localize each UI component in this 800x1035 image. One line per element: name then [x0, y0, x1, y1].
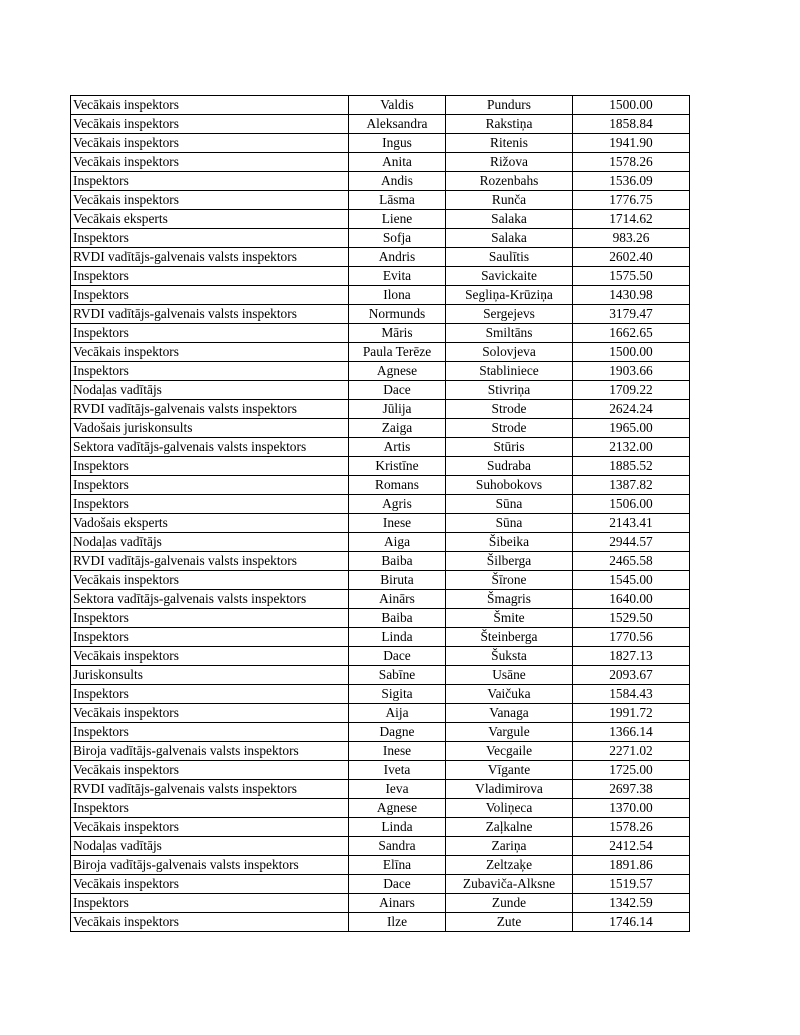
last-name-cell: Stūris: [446, 438, 573, 457]
salary-cell: 1536.09: [573, 172, 690, 191]
table-row: [71, 248, 690, 267]
position-cell: Vecākais inspektors: [71, 115, 349, 134]
salary-cell: 1770.56: [573, 628, 690, 647]
salary-cell: 3179.47: [573, 305, 690, 324]
last-name-cell: Šmagris: [446, 590, 573, 609]
table-row: [71, 571, 690, 590]
position-cell: RVDI vadītājs-galvenais valsts inspektors: [71, 248, 349, 267]
first-name-cell: Dagne: [349, 723, 446, 742]
table-row: [71, 267, 690, 286]
salary-cell: 2944.57: [573, 533, 690, 552]
position-cell: Inspektors: [71, 286, 349, 305]
table-row: [71, 172, 690, 191]
last-name-cell: Stivriņa: [446, 381, 573, 400]
salary-cell: 1885.52: [573, 457, 690, 476]
position-cell: Inspektors: [71, 799, 349, 818]
position-cell: Nodaļas vadītājs: [71, 381, 349, 400]
last-name-cell: Vanaga: [446, 704, 573, 723]
table-row: [71, 856, 690, 875]
last-name-cell: Stabliniece: [446, 362, 573, 381]
first-name-cell: Elīna: [349, 856, 446, 875]
last-name-cell: Salaka: [446, 229, 573, 248]
first-name-cell: Agnese: [349, 799, 446, 818]
position-cell: RVDI vadītājs-galvenais valsts inspektors: [71, 305, 349, 324]
table-row: [71, 96, 690, 115]
last-name-cell: Strode: [446, 419, 573, 438]
table-row: [71, 818, 690, 837]
first-name-cell: Ilze: [349, 913, 446, 932]
first-name-cell: Paula Terēze: [349, 343, 446, 362]
position-cell: Vecākais eksperts: [71, 210, 349, 229]
last-name-cell: Sūna: [446, 514, 573, 533]
salary-cell: 2602.40: [573, 248, 690, 267]
position-cell: Juriskonsults: [71, 666, 349, 685]
table-row: [71, 799, 690, 818]
salary-cell: 1709.22: [573, 381, 690, 400]
table-row: [71, 400, 690, 419]
table-row: [71, 552, 690, 571]
table-row: [71, 894, 690, 913]
table-row: [71, 742, 690, 761]
table-row: [71, 115, 690, 134]
first-name-cell: Iveta: [349, 761, 446, 780]
last-name-cell: Rižova: [446, 153, 573, 172]
salary-cell: 2093.67: [573, 666, 690, 685]
last-name-cell: Salaka: [446, 210, 573, 229]
first-name-cell: Dace: [349, 875, 446, 894]
first-name-cell: Sigita: [349, 685, 446, 704]
salary-cell: 2465.58: [573, 552, 690, 571]
position-cell: Vecākais inspektors: [71, 96, 349, 115]
first-name-cell: Aija: [349, 704, 446, 723]
salary-cell: 1575.50: [573, 267, 690, 286]
position-cell: RVDI vadītājs-galvenais valsts inspektors: [71, 552, 349, 571]
position-cell: Inspektors: [71, 628, 349, 647]
first-name-cell: Anita: [349, 153, 446, 172]
salary-cell: 1858.84: [573, 115, 690, 134]
position-cell: Inspektors: [71, 457, 349, 476]
first-name-cell: Inese: [349, 514, 446, 533]
last-name-cell: Šuksta: [446, 647, 573, 666]
last-name-cell: Saulītis: [446, 248, 573, 267]
position-cell: Inspektors: [71, 267, 349, 286]
first-name-cell: Andris: [349, 248, 446, 267]
last-name-cell: Šīrone: [446, 571, 573, 590]
last-name-cell: Pundurs: [446, 96, 573, 115]
position-cell: Vecākais inspektors: [71, 343, 349, 362]
salary-cell: 1903.66: [573, 362, 690, 381]
first-name-cell: Artis: [349, 438, 446, 457]
first-name-cell: Ilona: [349, 286, 446, 305]
table-row: [71, 913, 690, 932]
salary-cell: 1640.00: [573, 590, 690, 609]
last-name-cell: Šibeika: [446, 533, 573, 552]
last-name-cell: Suhobokovs: [446, 476, 573, 495]
first-name-cell: Romans: [349, 476, 446, 495]
last-name-cell: Solovjeva: [446, 343, 573, 362]
table-row: [71, 590, 690, 609]
table-row: [71, 305, 690, 324]
last-name-cell: Vecgaile: [446, 742, 573, 761]
position-cell: Inspektors: [71, 172, 349, 191]
first-name-cell: Sofja: [349, 229, 446, 248]
table-row: [71, 685, 690, 704]
last-name-cell: Savickaite: [446, 267, 573, 286]
first-name-cell: Agnese: [349, 362, 446, 381]
last-name-cell: Sergejevs: [446, 305, 573, 324]
position-cell: Inspektors: [71, 685, 349, 704]
salary-cell: 1387.82: [573, 476, 690, 495]
position-cell: Vecākais inspektors: [71, 818, 349, 837]
first-name-cell: Jūlija: [349, 400, 446, 419]
position-cell: Nodaļas vadītājs: [71, 533, 349, 552]
first-name-cell: Andis: [349, 172, 446, 191]
last-name-cell: Šteinberga: [446, 628, 573, 647]
table-row: [71, 628, 690, 647]
table-row: [71, 343, 690, 362]
salary-cell: 1776.75: [573, 191, 690, 210]
last-name-cell: Strode: [446, 400, 573, 419]
position-cell: Vecākais inspektors: [71, 647, 349, 666]
last-name-cell: Vīgante: [446, 761, 573, 780]
position-cell: Inspektors: [71, 229, 349, 248]
salary-cell: 1965.00: [573, 419, 690, 438]
salary-cell: 1827.13: [573, 647, 690, 666]
table-row: [71, 362, 690, 381]
first-name-cell: Kristīne: [349, 457, 446, 476]
first-name-cell: Ainārs: [349, 590, 446, 609]
first-name-cell: Aiga: [349, 533, 446, 552]
last-name-cell: Segliņa-Krūziņa: [446, 286, 573, 305]
salary-cell: 983.26: [573, 229, 690, 248]
salary-cell: 1714.62: [573, 210, 690, 229]
salary-cell: 1584.43: [573, 685, 690, 704]
position-cell: Biroja vadītājs-galvenais valsts inspektors: [71, 856, 349, 875]
table-row: [71, 210, 690, 229]
position-cell: Inspektors: [71, 362, 349, 381]
position-cell: Vecākais inspektors: [71, 134, 349, 153]
salary-cell: 1500.00: [573, 343, 690, 362]
salary-cell: 1891.86: [573, 856, 690, 875]
table-row: [71, 229, 690, 248]
table-row: [71, 153, 690, 172]
last-name-cell: Zeltzaķe: [446, 856, 573, 875]
salary-cell: 1746.14: [573, 913, 690, 932]
table-row: [71, 609, 690, 628]
first-name-cell: Biruta: [349, 571, 446, 590]
salary-cell: 1529.50: [573, 609, 690, 628]
salary-cell: 1991.72: [573, 704, 690, 723]
position-cell: Biroja vadītājs-galvenais valsts inspektors: [71, 742, 349, 761]
table-row: [71, 837, 690, 856]
first-name-cell: Baiba: [349, 552, 446, 571]
position-cell: Vadošais juriskonsults: [71, 419, 349, 438]
table-row: [71, 761, 690, 780]
position-cell: RVDI vadītājs-galvenais valsts inspektors: [71, 400, 349, 419]
salary-cell: 1342.59: [573, 894, 690, 913]
salary-cell: 1370.00: [573, 799, 690, 818]
salary-cell: 2697.38: [573, 780, 690, 799]
first-name-cell: Zaiga: [349, 419, 446, 438]
salary-cell: 2143.41: [573, 514, 690, 533]
position-cell: Sektora vadītājs-galvenais valsts inspektors: [71, 590, 349, 609]
table-row: [71, 666, 690, 685]
last-name-cell: Vladimirova: [446, 780, 573, 799]
last-name-cell: Vaičuka: [446, 685, 573, 704]
table-row: [71, 476, 690, 495]
salary-cell: 2412.54: [573, 837, 690, 856]
table-row: [71, 533, 690, 552]
first-name-cell: Baiba: [349, 609, 446, 628]
last-name-cell: Smiltāns: [446, 324, 573, 343]
salary-cell: 1578.26: [573, 818, 690, 837]
table-row: [71, 514, 690, 533]
salary-cell: 1366.14: [573, 723, 690, 742]
position-cell: Vecākais inspektors: [71, 153, 349, 172]
first-name-cell: Evita: [349, 267, 446, 286]
table-row: [71, 438, 690, 457]
last-name-cell: Zaļkalne: [446, 818, 573, 837]
salary-cell: 1500.00: [573, 96, 690, 115]
salary-cell: 1578.26: [573, 153, 690, 172]
first-name-cell: Linda: [349, 628, 446, 647]
position-cell: Vecākais inspektors: [71, 761, 349, 780]
first-name-cell: Sabīne: [349, 666, 446, 685]
position-cell: Inspektors: [71, 476, 349, 495]
first-name-cell: Lāsma: [349, 191, 446, 210]
last-name-cell: Sudraba: [446, 457, 573, 476]
salary-cell: 2271.02: [573, 742, 690, 761]
last-name-cell: Runča: [446, 191, 573, 210]
first-name-cell: Aleksandra: [349, 115, 446, 134]
first-name-cell: Māris: [349, 324, 446, 343]
position-cell: Inspektors: [71, 324, 349, 343]
last-name-cell: Zubaviča-Alksne: [446, 875, 573, 894]
first-name-cell: Valdis: [349, 96, 446, 115]
last-name-cell: Šilberga: [446, 552, 573, 571]
table-row: [71, 324, 690, 343]
position-cell: Sektora vadītājs-galvenais valsts inspektors: [71, 438, 349, 457]
last-name-cell: Zunde: [446, 894, 573, 913]
last-name-cell: Ritenis: [446, 134, 573, 153]
last-name-cell: Rozenbahs: [446, 172, 573, 191]
table-body: [71, 96, 690, 932]
salary-cell: 2132.00: [573, 438, 690, 457]
table-row: [71, 134, 690, 153]
table-row: [71, 381, 690, 400]
salary-cell: 1506.00: [573, 495, 690, 514]
salary-cell: 1519.57: [573, 875, 690, 894]
position-cell: Vecākais inspektors: [71, 571, 349, 590]
last-name-cell: Zariņa: [446, 837, 573, 856]
salary-cell: 1662.65: [573, 324, 690, 343]
first-name-cell: Linda: [349, 818, 446, 837]
first-name-cell: Sandra: [349, 837, 446, 856]
salary-cell: 1545.00: [573, 571, 690, 590]
table-row: [71, 723, 690, 742]
table-row: [71, 875, 690, 894]
last-name-cell: Rakstiņa: [446, 115, 573, 134]
table-row: [71, 495, 690, 514]
table-row: [71, 457, 690, 476]
salary-cell: 1725.00: [573, 761, 690, 780]
salary-cell: 2624.24: [573, 400, 690, 419]
last-name-cell: Sūna: [446, 495, 573, 514]
first-name-cell: Agris: [349, 495, 446, 514]
position-cell: Vecākais inspektors: [71, 704, 349, 723]
first-name-cell: Ainars: [349, 894, 446, 913]
first-name-cell: Normunds: [349, 305, 446, 324]
table-row: [71, 191, 690, 210]
first-name-cell: Ieva: [349, 780, 446, 799]
first-name-cell: Dace: [349, 381, 446, 400]
first-name-cell: Dace: [349, 647, 446, 666]
position-cell: Vecākais inspektors: [71, 875, 349, 894]
table-row: [71, 704, 690, 723]
position-cell: Inspektors: [71, 495, 349, 514]
table-row: [71, 647, 690, 666]
staff-salary-table: [70, 95, 690, 932]
table-row: [71, 419, 690, 438]
position-cell: Inspektors: [71, 609, 349, 628]
position-cell: RVDI vadītājs-galvenais valsts inspektors: [71, 780, 349, 799]
salary-cell: 1430.98: [573, 286, 690, 305]
last-name-cell: Voliņeca: [446, 799, 573, 818]
first-name-cell: Liene: [349, 210, 446, 229]
position-cell: Inspektors: [71, 894, 349, 913]
position-cell: Vecākais inspektors: [71, 913, 349, 932]
table-row: [71, 286, 690, 305]
last-name-cell: Vargule: [446, 723, 573, 742]
position-cell: Nodaļas vadītājs: [71, 837, 349, 856]
salary-cell: 1941.90: [573, 134, 690, 153]
table-row: [71, 780, 690, 799]
last-name-cell: Zute: [446, 913, 573, 932]
last-name-cell: Šmite: [446, 609, 573, 628]
first-name-cell: Inese: [349, 742, 446, 761]
position-cell: Vecākais inspektors: [71, 191, 349, 210]
first-name-cell: Ingus: [349, 134, 446, 153]
position-cell: Vadošais eksperts: [71, 514, 349, 533]
position-cell: Inspektors: [71, 723, 349, 742]
last-name-cell: Usāne: [446, 666, 573, 685]
